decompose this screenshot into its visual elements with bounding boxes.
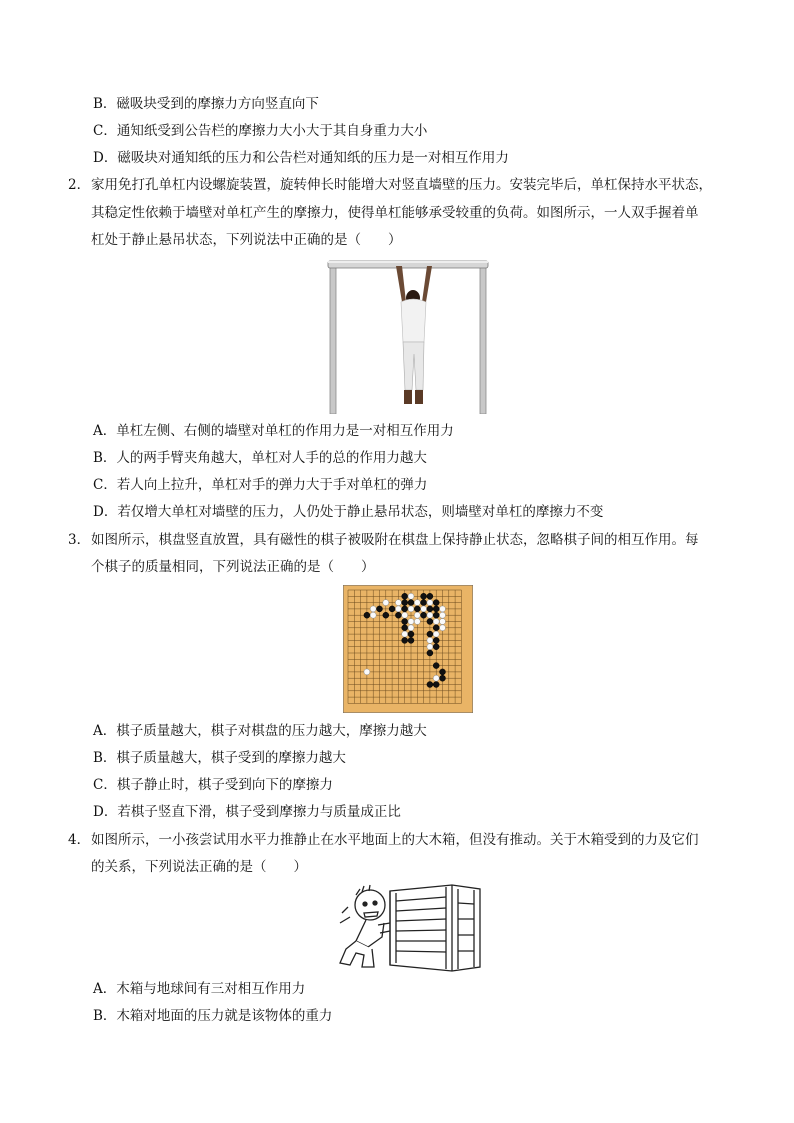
q2-option-a: A．单杠左侧、右侧的墙壁对单杠的作用力是一对相互作用力 [93,423,454,439]
go-board-figure [343,585,473,713]
q2-number: 2． [68,177,91,193]
black-stone [433,612,439,618]
black-stone [433,682,439,688]
white-stone [421,606,427,612]
white-stone [427,600,433,606]
black-stone [408,600,414,606]
q2-stem-line-2: 其稳定性依赖于墙壁对单杠产生的摩擦力，使得单杠能够承受较重的负荷。如图所示，一人双手握着单 [91,205,699,221]
hanging-person [396,266,432,404]
white-stone [433,631,439,637]
black-stone [414,606,420,612]
q4-stem-line-2: 的关系，下列说法正确的是（ ） [91,859,307,875]
black-stone [433,637,439,643]
white-stone [395,600,401,606]
q1-option-c: C．通知纸受到公告栏的摩擦力大小大于其自身重力大小 [93,123,428,139]
white-stone [440,606,446,612]
black-stone [377,606,383,612]
white-stone [408,619,414,625]
q1-option-d: D．磁吸块对通知纸的压力和公告栏对通知纸的压力是一对相互作用力 [93,150,509,166]
white-stone [440,619,446,625]
black-stone [395,612,401,618]
black-stone [383,612,389,618]
black-stone [427,631,433,637]
white-stone [427,644,433,650]
white-stone [427,637,433,643]
white-stone [433,675,439,681]
q2-option-b: B．人的两手臂夹角越大，单杠对人手的总的作用力越大 [93,450,427,466]
black-stone [421,612,427,618]
black-stone [440,675,446,681]
black-stone [427,619,433,625]
black-stone [433,600,439,606]
black-stone [433,606,439,612]
white-stone [408,625,414,631]
black-stone [364,612,370,618]
white-stone [370,612,376,618]
q3-stem-line-2: 个棋子的质量相同，下列说法正确的是（ ） [91,559,375,575]
black-stone [402,606,408,612]
black-stone [402,625,408,631]
white-stone [414,612,420,618]
white-stone [408,593,414,599]
white-stone [395,606,401,612]
q2-stem-line-3: 杠处于静止悬吊状态，下列说法中正确的是（ ） [91,232,402,248]
black-stone [440,669,446,675]
black-stone [389,606,395,612]
wooden-crate [390,885,480,971]
black-stone [433,663,439,669]
black-stone [427,650,433,656]
q4-option-b: B．木箱对地面的压力就是该物体的重力 [93,1008,333,1024]
black-stone [402,600,408,606]
black-stone [402,619,408,625]
white-stone [427,612,433,618]
q4-number: 4． [68,832,91,848]
child-pushing-crate-figure [334,883,482,973]
white-stone [414,619,420,625]
white-stone [402,612,408,618]
black-stone [421,593,427,599]
q3-number: 3． [68,532,91,548]
black-stone [408,637,414,643]
q2-option-c: C．若人向上拉升，单杠对手的弹力大于手对单杠的弹力 [93,477,428,493]
white-stone [440,625,446,631]
q3-option-d: D．若棋子竖直下滑，棋子受到摩擦力与质量成正比 [93,804,401,820]
black-stone [427,606,433,612]
black-stone [433,644,439,650]
q3-option-b: B．棋子质量越大，棋子受到的摩擦力越大 [93,750,346,766]
q4-option-a: A．木箱与地球间有三对相互作用力 [93,981,306,997]
white-stone [414,600,420,606]
white-stone [408,606,414,612]
black-stone [427,682,433,688]
black-stone [408,631,414,637]
pullup-bar-figure [326,258,490,414]
black-stone [402,637,408,643]
white-stone [402,631,408,637]
white-stone [440,612,446,618]
black-stone [421,600,427,606]
q2-option-d: D．若仅增大单杠对墙壁的压力，人仍处于静止悬吊状态，则墙壁对单杠的摩擦力不变 [93,504,604,520]
q3-option-a: A．棋子质量越大，棋子对棋盘的压力越大，摩擦力越大 [93,723,427,739]
q1-option-b: B．磁吸块受到的摩擦力方向竖直向下 [93,96,319,112]
white-stone [433,619,439,625]
white-stone [370,606,376,612]
q3-option-c: C．棋子静止时，棋子受到向下的摩擦力 [93,777,333,793]
black-stone [402,593,408,599]
black-stone [427,593,433,599]
q3-stem-line-1: 如图所示，棋盘竖直放置，具有磁性的棋子被吸附在棋盘上保持静止状态，忽略棋子间的相互作用。每 [91,532,699,548]
q2-stem-line-1: 家用免打孔单杠内设螺旋装置，旋转伸长时能增大对竖直墙壁的压力。安装完毕后，单杠保持水平状态， [91,177,712,193]
black-stone [433,625,439,631]
q4-stem-line-1: 如图所示，一小孩尝试用水平力推静止在水平地面上的大木箱，但没有推动。关于木箱受到的力及它们 [91,832,699,848]
white-stone [383,600,389,606]
white-stone [364,669,370,675]
child [340,885,390,967]
